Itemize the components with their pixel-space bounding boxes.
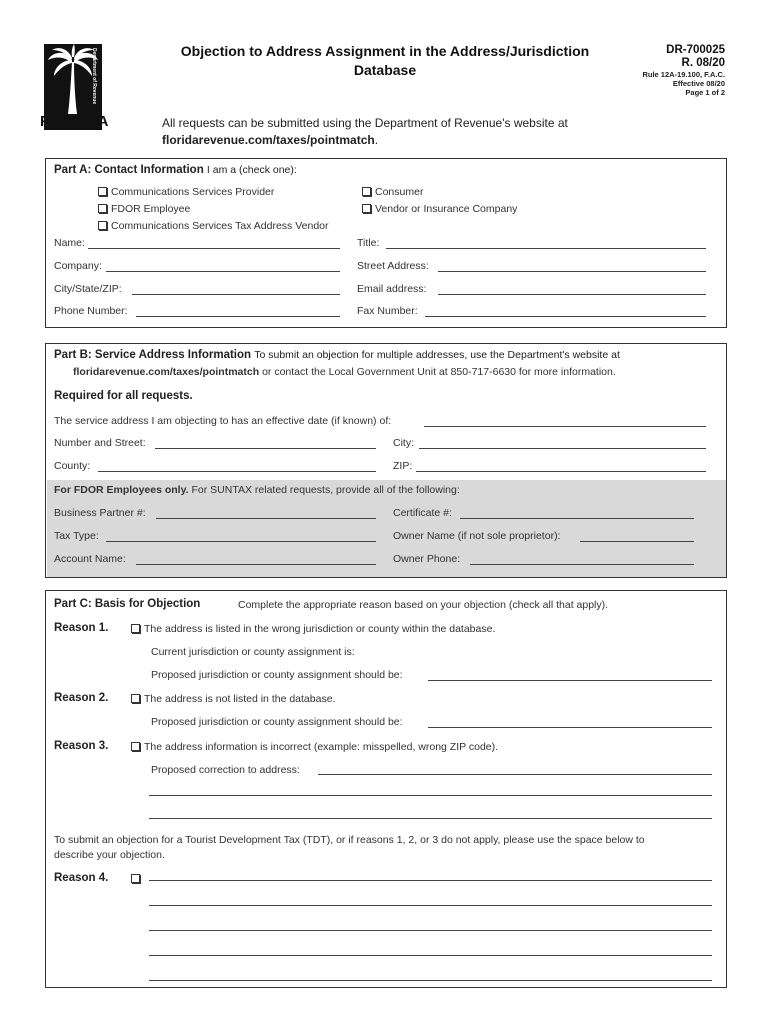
option-vendor-insurance[interactable]: Vendor or Insurance Company [362, 203, 517, 215]
reason1-proposed-field[interactable] [428, 680, 712, 681]
part-c-heading: Part C: Basis for Objection [54, 598, 201, 610]
seal-text: Department of Revenue [91, 48, 97, 105]
effective-text: Effective 08/20 [672, 79, 725, 88]
option-cst-vendor[interactable]: Communications Services Tax Address Vendor [98, 220, 329, 232]
title-label: Title: [357, 237, 380, 249]
city-state-zip-label: City/State/ZIP: [54, 283, 122, 295]
reason4-line[interactable] [149, 955, 712, 956]
form-title [160, 42, 610, 80]
intro-text: All requests can be submitted using the Department of Revenue's website at floridarevenue.com/taxes/pointmatch. [162, 116, 568, 147]
owner-phone-label: Owner Phone: [393, 553, 461, 565]
reason3-proposed-field[interactable] [318, 774, 712, 775]
street-field[interactable] [438, 271, 706, 272]
checkbox-icon[interactable] [362, 187, 371, 196]
business-partner-label: Business Partner #: [54, 507, 146, 519]
reason4-line[interactable] [149, 905, 712, 906]
reason4-label: Reason 4. [54, 872, 109, 884]
form-number-block [666, 44, 725, 70]
reason2-label: Reason 2. [54, 692, 109, 704]
reason3-extra-line[interactable] [149, 818, 712, 819]
checkbox-icon[interactable] [131, 694, 140, 703]
form-revision: R. 08/20 [681, 57, 725, 69]
company-label: Company: [54, 260, 102, 272]
phone-label: Phone Number: [54, 305, 128, 317]
account-name-label: Account Name: [54, 553, 126, 565]
number-street-field[interactable] [155, 448, 376, 449]
account-name-field[interactable] [136, 564, 376, 565]
phone-field[interactable] [136, 316, 340, 317]
tdt-line2: describe your objection. [54, 849, 165, 861]
part-b-link[interactable]: floridarevenue.com/taxes/pointmatch [73, 366, 260, 378]
reason2-option[interactable]: The address is not listed in the database. [131, 693, 335, 705]
title-field[interactable] [386, 248, 706, 249]
street-label: Street Address: [357, 260, 429, 272]
reason2-proposed-field[interactable] [428, 727, 712, 728]
form-title-line1: Objection to Address Assignment in the Address/Jurisdiction [180, 43, 590, 59]
reason3-proposed-label: Proposed correction to address: [151, 764, 300, 776]
part-a-box [45, 158, 727, 328]
fax-field[interactable] [425, 316, 706, 317]
certificate-label: Certificate #: [393, 507, 452, 519]
florida-logo-text: FLORIDA [40, 113, 109, 130]
checkbox-icon[interactable] [131, 624, 140, 633]
reason1-option[interactable]: The address is listed in the wrong jurisdiction or county within the database. [131, 623, 495, 635]
intro-link[interactable]: floridarevenue.com/taxes/pointmatch [162, 133, 375, 147]
certificate-field[interactable] [460, 518, 694, 519]
reason3-option[interactable]: The address information is incorrect (example: misspelled, wrong ZIP code). [131, 741, 498, 753]
fax-label: Fax Number: [357, 305, 418, 317]
company-field[interactable] [106, 271, 340, 272]
reason4-line[interactable] [149, 930, 712, 931]
number-street-label: Number and Street: [54, 437, 146, 449]
county-field[interactable] [98, 471, 376, 472]
reason1-current-label: Current jurisdiction or county assignment is: [151, 646, 355, 658]
reason4-option[interactable] [131, 873, 144, 885]
owner-name-label: Owner Name (if not sole proprietor): [393, 530, 561, 542]
part-a-heading: Part A: Contact Information I am a (check one): [54, 164, 297, 176]
tax-type-label: Tax Type: [54, 530, 99, 542]
owner-phone-field[interactable] [470, 564, 694, 565]
owner-name-field[interactable] [580, 541, 694, 542]
email-label: Email address: [357, 283, 427, 295]
reason3-extra-line[interactable] [149, 795, 712, 796]
intro-line: All requests can be submitted using the Department of Revenue's website at [162, 116, 568, 130]
checkbox-icon[interactable] [98, 204, 107, 213]
county-label: County: [54, 460, 91, 472]
email-field[interactable] [438, 294, 706, 295]
tdt-line1: To submit an objection for a Tourist Development Tax (TDT), or if reasons 1, 2, or 3 do not apply, please use the space below to [54, 834, 645, 846]
reason3-label: Reason 3. [54, 740, 109, 752]
reason4-line[interactable] [149, 880, 712, 881]
business-partner-field[interactable] [156, 518, 376, 519]
checkbox-icon[interactable] [98, 187, 107, 196]
tax-type-field[interactable] [106, 541, 376, 542]
page-number: Page 1 of 2 [685, 88, 725, 97]
part-c-desc: Complete the appropriate reason based on your objection (check all that apply). [238, 599, 609, 611]
option-fdor-employee[interactable]: FDOR Employee [98, 203, 190, 215]
fdor-heading: For FDOR Employees only. For SUNTAX related requests, provide all of the following: [54, 484, 460, 496]
option-consumer[interactable]: Consumer [362, 186, 423, 198]
city-state-zip-field[interactable] [132, 294, 340, 295]
name-field[interactable] [88, 248, 340, 249]
reason1-label: Reason 1. [54, 622, 109, 634]
name-label: Name: [54, 237, 85, 249]
rule-text: Rule 12A-19.100, F.A.C. [642, 70, 725, 79]
city-label: City: [393, 437, 414, 449]
reason1-proposed-label: Proposed jurisdiction or county assignment should be: [151, 669, 403, 681]
reason2-proposed-label: Proposed jurisdiction or county assignment should be: [151, 716, 403, 728]
reason4-line[interactable] [149, 980, 712, 981]
checkbox-icon[interactable] [131, 742, 140, 751]
checkbox-icon[interactable] [362, 204, 371, 213]
form-number: DR-700025 [666, 44, 725, 56]
checkbox-icon[interactable] [98, 221, 107, 230]
effective-date-label: The service address I am objecting to has an effective date (if known) of: [54, 415, 392, 427]
required-heading: Required for all requests. [54, 390, 193, 402]
part-b-heading: Part B: Service Address Information To submit an objection for multiple addresses, use the Department's website at [54, 349, 620, 361]
city-field[interactable] [419, 448, 706, 449]
form-title-line2: Database [353, 62, 417, 78]
zip-label: ZIP: [393, 460, 413, 472]
part-c-box [45, 590, 727, 988]
checkbox-icon[interactable] [131, 874, 140, 883]
rule-block [642, 70, 725, 97]
part-b-desc: floridarevenue.com/taxes/pointmatch or contact the Local Government Unit at 850-717-6630 for more information. [73, 366, 616, 378]
zip-field[interactable] [416, 471, 706, 472]
option-csp[interactable]: Communications Services Provider [98, 186, 274, 198]
effective-date-field[interactable] [424, 426, 706, 427]
